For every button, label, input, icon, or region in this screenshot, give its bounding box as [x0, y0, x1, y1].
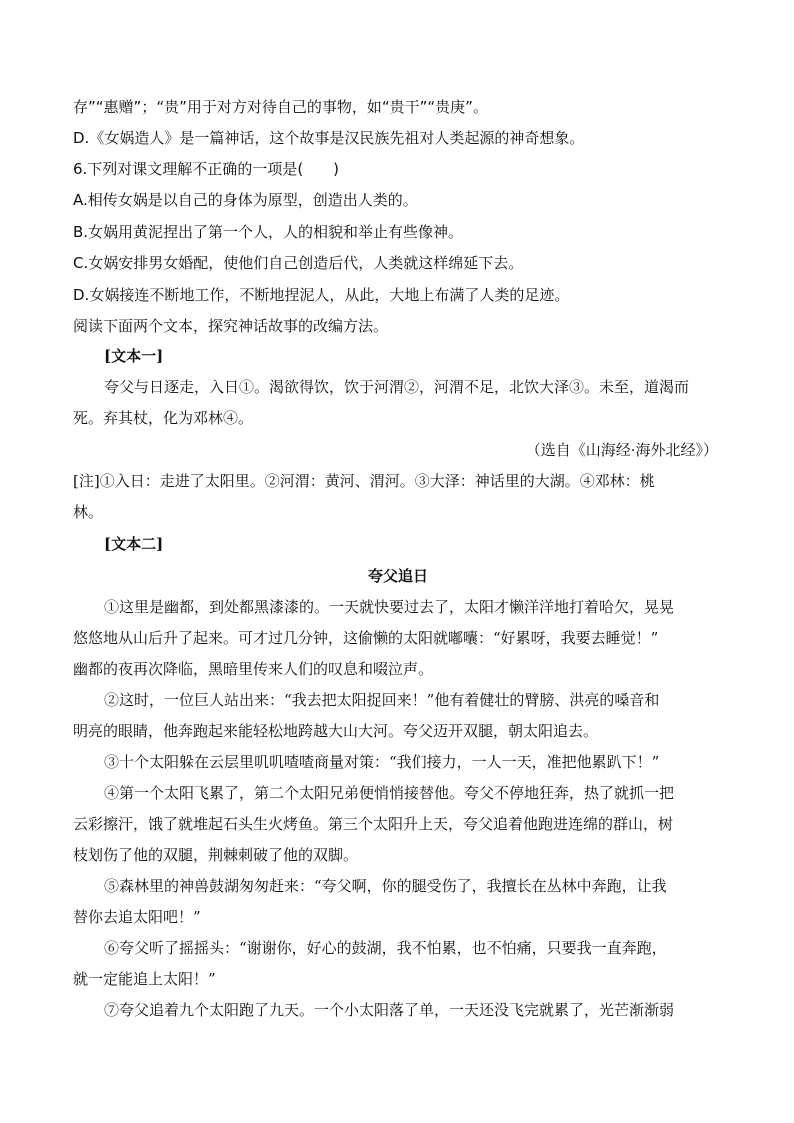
text2-line: 就一定能追上太阳！”: [73, 970, 216, 988]
text2-line: ③十个太阳躲在云层里叽叽喳喳商量对策：“我们接力，一人一天，准把他累趴下！”: [104, 753, 660, 771]
text2-line: 枝划伤了他的双腿，荆棘刺破了他的双脚。: [73, 846, 359, 864]
text2-line: ④第一个太阳飞累了，第二个太阳兄弟便悄悄接替他。夸父不停地狂奔，热了就抓一把: [104, 784, 675, 802]
reading-instruction: 阅读下面两个文本，探究神话故事的改编方法。: [73, 317, 389, 335]
text2-line: 云彩擦汗，饿了就堆起石头生火烤鱼。第三个太阳升上天，夸父追着他跑进连绵的群山，树: [73, 815, 674, 833]
text2-line: ⑤森林里的神兽鼓湖匆匆赶来：“夸父啊，你的腿受伤了，我擅长在丛林中奔跑，让我: [104, 877, 667, 895]
text1-line: 死。弃其杖，化为邓林④。: [73, 409, 254, 427]
text1-note: 林。: [73, 503, 104, 521]
option-c: C.女娲安排男女婚配，使他们自己创造后代，人类就这样绵延下去。: [73, 254, 524, 272]
text2-line: 悠悠地从山后升了起来。可才过几分钟，这偷懒的太阳就嘟囔：“好累呀，我要去睡觉！”: [73, 629, 659, 647]
text2-heading: [文本二]: [104, 535, 164, 553]
text-line: D.《女娲造人》是一篇神话，这个故事是汉民族先祖对人类起源的神奇想象。: [73, 129, 585, 147]
text1-note: [注]①入日：走进了太阳里。②河渭：黄河、渭河。③大泽：神话里的大湖。④邓林：桃: [73, 472, 655, 490]
text1-source: （选自《山海经·海外北经》）: [525, 441, 718, 459]
option-d: D.女娲接连不断地工作，不断地捏泥人，从此，大地上布满了人类的足迹。: [73, 286, 570, 304]
option-a: A.相传女娲是以自己的身体为原型，创造出人类的。: [73, 191, 418, 209]
text2-line: 替你去追太阳吧！”: [73, 908, 201, 926]
text2-line: 幽都的夜再次降临，黑暗里传来人们的叹息和啜泣声。: [73, 660, 434, 678]
text2-line: 明亮的眼睛，他奔跑起来能轻松地跨越大山大河。夸父迈开双腿，朝太阳追去。: [73, 722, 599, 740]
text1-line: 夸父与日逐走，入日①。渴欲得饮，饮于河渭②，河渭不足，北饮大泽③。未至，道渴而: [104, 378, 690, 396]
text1-heading: [文本一]: [104, 347, 164, 365]
text2-line: ⑦夸父追着九个太阳跑了九天。一个小太阳落了单，一天还没飞完就累了，光芒渐渐弱: [104, 1001, 675, 1019]
text2-title: 夸父追日: [367, 567, 428, 585]
text-line: 存”“惠赠”；“贵”用于对方对待自己的事物，如“贵干”“贵庚”。: [73, 98, 488, 116]
text2-line: ⑥夸父听了摇摇头：“谢谢你，好心的鼓湖，我不怕累，也不怕痛，只要我一直奔跑，: [104, 939, 667, 957]
text2-line: ①这里是幽都，到处都黑漆漆的。一天就快要过去了，太阳才懒洋洋地打着哈欠，晃晃: [104, 598, 675, 616]
text2-line: ②这时，一位巨人站出来：“我去把太阳捉回来！”他有着健壮的臂膀、洪亮的嗓音和: [104, 691, 660, 709]
option-b: B.女娲用黄泥捏出了第一个人，人的相貌和举止有些像神。: [73, 223, 464, 241]
question-6: 6.下列对课文理解不正确的一项是( ): [73, 160, 340, 178]
